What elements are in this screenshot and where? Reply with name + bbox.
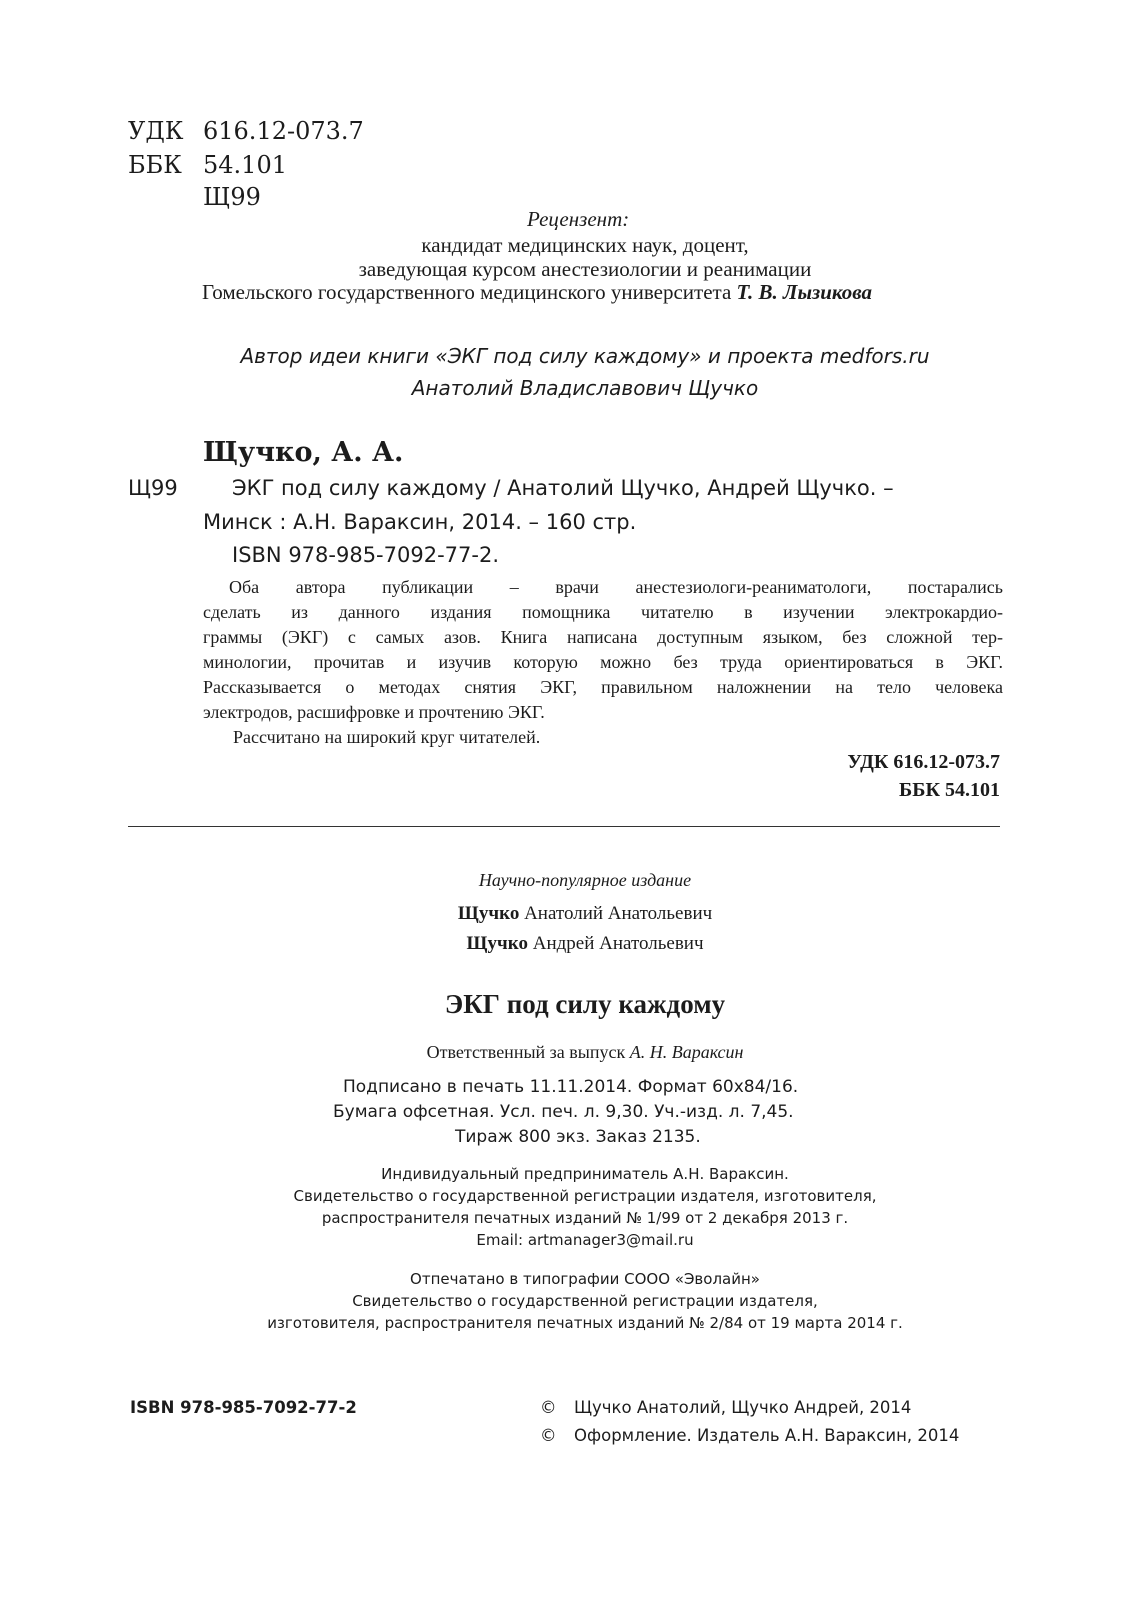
imprint-author-2 xyxy=(150,932,1020,956)
copyright-text-2: Оформление. Издатель А.Н. Вараксин, 2014 xyxy=(574,1426,960,1445)
catalog-mark: Щ99 xyxy=(128,476,178,500)
reviewer-heading: Рецензент: xyxy=(527,207,630,231)
catalog-line-1: ЭКГ под силу каждому / Анатолий Щучко, Андрей Щучко. – xyxy=(232,476,894,500)
responsible-name: А. Н. Вараксин xyxy=(629,1042,744,1062)
catalog-author: Щучко, А. А. xyxy=(203,437,404,468)
responsible-label: Ответственный за выпуск xyxy=(426,1042,630,1062)
annotation-line-2: сделать из данного издания помощника читателю в изучении электрокардио- xyxy=(203,602,1003,622)
publisher-line-3: распространителя печатных изданий № 1/99 от 2 декабря 2013 г. xyxy=(321,1209,849,1227)
printer-line-3: изготовителя, распространителя печатных изданий № 2/84 от 19 марта 2014 г. xyxy=(267,1314,903,1332)
publisher-line-1: Индивидуальный предприниматель А.Н. Вараксин. xyxy=(381,1165,789,1183)
catalog-isbn: ISBN 978-985-7092-77-2. xyxy=(232,543,499,567)
copyright-text-1: Щучко Анатолий, Щучко Андрей, 2014 xyxy=(574,1398,912,1417)
edition-type: Научно-популярное издание xyxy=(478,870,692,890)
copyright-line-2 xyxy=(540,1421,959,1451)
author2-names: Андрей Анатольевич xyxy=(527,933,704,954)
reviewer-name: Т. В. Лызикова xyxy=(736,280,872,304)
printer-line-1: Отпечатано в типографии СООО «Эволайн» xyxy=(410,1270,760,1288)
author-mark-top: Щ99 xyxy=(203,183,261,211)
udk-value: 616.12-073.7 xyxy=(203,117,364,145)
printer-line-2: Свидетельство о государственной регистрации издателя, xyxy=(352,1292,818,1310)
reviewer-line-1: кандидат медицинских наук, доцент, xyxy=(421,233,749,257)
section-divider xyxy=(128,826,1000,827)
reviewer-line-2: заведующая курсом анестезиологии и реанимации xyxy=(358,257,812,281)
print-line-2: Бумага офсетная. Усл. печ. л. 9,30. Уч.-изд. л. 7,45. xyxy=(333,1102,794,1122)
annotation xyxy=(203,575,1003,750)
reviewer-line-3 xyxy=(202,279,872,305)
annotation-line-3: граммы (ЭКГ) с самых азов. Книга написана доступным языком, без сложной тер- xyxy=(203,627,1003,647)
book-title: ЭКГ под силу каждому xyxy=(444,989,726,1019)
bbk-value: 54.101 xyxy=(203,151,287,179)
author1-names: Анатолий Анатольевич xyxy=(519,903,713,924)
publisher-email: Email: artmanager3@mail.ru xyxy=(476,1231,694,1249)
annotation-line-5: Рассказывается о методах снятия ЭКГ, правильном наложнении на тело человека xyxy=(203,677,1003,697)
idea-author-line-2: Анатолий Владиславович Щучко xyxy=(411,376,759,400)
copyright-symbol: © xyxy=(540,1426,557,1445)
annotation-line-1: Оба автора публикации – врачи анестезиологи-реаниматологи, постарались xyxy=(229,577,1003,597)
print-line-3: Тираж 800 экз. Заказ 2135. xyxy=(455,1127,701,1147)
copyright-symbol: © xyxy=(540,1398,557,1417)
reviewer-affiliation: Гомельского государственного медицинского университета xyxy=(202,280,732,304)
author1-surname: Щучко xyxy=(457,903,520,924)
annotation-line-4: минологии, прочитав и изучив которую можно без труда ориентироваться в ЭКГ. xyxy=(203,652,1003,672)
copyright-line-1 xyxy=(540,1393,911,1423)
annotation-audience: Рассчитано на широкий круг читателей. xyxy=(233,727,541,747)
catalog-line-2: Минск : А.Н. Вараксин, 2014. – 160 стр. xyxy=(203,510,637,534)
publisher-line-2: Свидетельство о государственной регистрации издателя, изготовителя, xyxy=(293,1187,877,1205)
codes-udk: УДК 616.12-073.7 xyxy=(847,751,1000,773)
idea-author-line-1: Автор идеи книги «ЭКГ под силу каждому» и проекта medfors.ru xyxy=(240,344,930,368)
bbk-label: ББК xyxy=(128,151,182,179)
author2-surname: Щучко xyxy=(466,933,528,954)
footer-isbn: ISBN 978-985-7092-77-2 xyxy=(130,1398,357,1417)
annotation-line-6: электродов, расшифровке и прочтению ЭКГ. xyxy=(203,702,545,722)
codes-bbk: ББК 54.101 xyxy=(899,779,1000,801)
udk-label: УДК xyxy=(128,117,184,145)
responsible-line xyxy=(150,1040,1020,1064)
imprint-author-1 xyxy=(150,902,1020,926)
print-line-1: Подписано в печать 11.11.2014. Формат 60х84/16. xyxy=(343,1077,799,1097)
